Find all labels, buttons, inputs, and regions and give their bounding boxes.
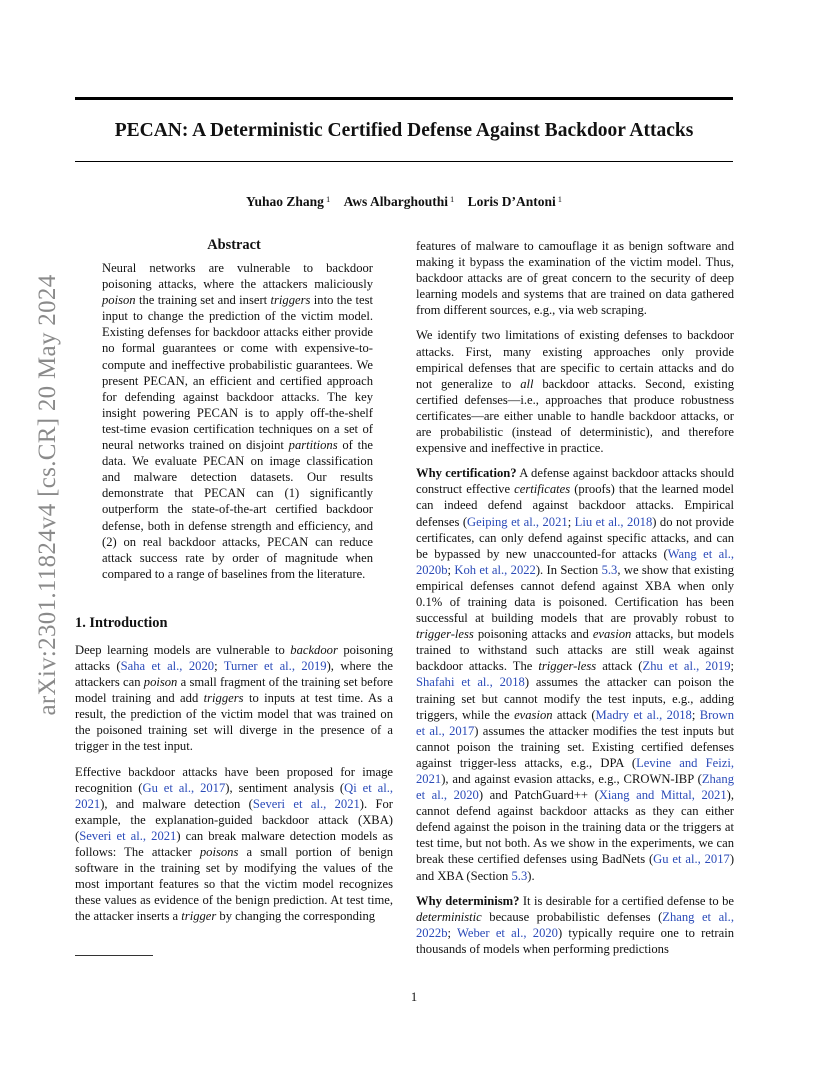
body-text: attack ( bbox=[596, 659, 643, 674]
emphasis-text: trigger-less bbox=[416, 627, 474, 642]
body-text: ; bbox=[691, 707, 700, 722]
emphasis-text: triggers bbox=[270, 293, 311, 308]
body-text: ; bbox=[447, 562, 455, 577]
body-text: features of malware to camouflage it as benign software and making it bypass the examination of the victim model. Thus, backdoor attacks are of great concern to the security of deep learning models and systems that are trained on data gathered from different sources, e.g., via web scraping. bbox=[416, 239, 734, 318]
body-text: ). In Section bbox=[535, 562, 602, 577]
body-text: poisoning attacks and bbox=[473, 627, 593, 642]
author-list bbox=[75, 190, 733, 211]
body-text: ; bbox=[730, 659, 734, 674]
emphasis-text: evasion bbox=[514, 707, 553, 722]
body-text: We identify two limitations of existing defenses to backdoor attacks. First, many existing approaches only provide empirical defenses that are specific to certain attacks and do not generalize to bbox=[416, 328, 734, 391]
why-certification-paragraph bbox=[416, 465, 734, 883]
title-bottom-rule bbox=[75, 161, 733, 162]
citation-link[interactable]: Severi et al., 2021 bbox=[79, 828, 177, 843]
emphasis-text: poison bbox=[102, 293, 136, 308]
body-text: ). bbox=[527, 868, 535, 883]
intro-paragraph-2 bbox=[75, 764, 393, 925]
paragraph-heading: Why certification? bbox=[416, 466, 517, 481]
body-text: attacks, but models trained to withstand such attacks are still weak against backdoor attacks. The bbox=[416, 627, 734, 674]
citation-link[interactable]: Wang et al., 2020b bbox=[416, 546, 734, 577]
arxiv-identifier: arXiv:2301.11824v4 [cs.CR] 20 May 2024 bbox=[34, 274, 61, 716]
body-text: ), cannot defend against backdoor attacks as they can either defend against the poison in the training data or the triggers at test time, but not both. As we show in the experiments, we can break these certified defenses using BadNets ( bbox=[416, 788, 734, 867]
body-text: ) assumes the attacker can poison the training set but cannot modify the test inputs, e.g., adding triggers, while the bbox=[416, 675, 735, 722]
body-text: ) can break malware detection models as follows: The attacker bbox=[75, 828, 393, 859]
emphasis-text: evasion bbox=[592, 627, 632, 642]
author-2 bbox=[344, 194, 455, 209]
emphasis-text: triggers bbox=[203, 691, 244, 706]
body-text: A defense against backdoor attacks should construct effective bbox=[416, 466, 735, 497]
body-text: the training set and insert bbox=[135, 293, 271, 308]
citation-link[interactable]: Koh et al., 2022 bbox=[454, 562, 536, 577]
left-column bbox=[75, 236, 393, 933]
why-determinism-paragraph bbox=[416, 893, 734, 957]
body-text: , we show that existing empirical defenses cannot defend against XBA when only 0.1% of training data is poisoned. Certification has been successful at building models that are provably robust to bbox=[416, 562, 735, 626]
citation-link[interactable]: Zhu et al., 2019 bbox=[642, 659, 731, 674]
body-text: ). For example, the explanation-guided backdoor attack (XBA) ( bbox=[75, 796, 393, 843]
citation-link[interactable]: Brown et al., 2017 bbox=[416, 707, 734, 738]
citation-link[interactable]: Madry et al., 2018 bbox=[595, 707, 692, 722]
citation-link[interactable]: Zhang et al., 2022b bbox=[416, 909, 734, 940]
body-text: ; bbox=[214, 658, 224, 673]
body-text: ) assumes the attacker modifies the test inputs but cannot poison the training set. Existing certified defenses against trigger-less attacks, e.g., DPA ( bbox=[416, 723, 734, 770]
body-text: poisoning attacks ( bbox=[75, 642, 393, 673]
body-text: Effective backdoor attacks have been proposed for image recognition ( bbox=[75, 764, 393, 795]
body-text: Neural networks are vulnerable to backdoor poisoning attacks, where the attackers maliciously bbox=[102, 261, 373, 292]
body-text: ; bbox=[567, 514, 575, 529]
body-text: a small fragment of the training set before model training and add bbox=[75, 675, 393, 706]
emphasis-text: certificates bbox=[514, 482, 571, 497]
author-name: Loris D’Antoni bbox=[467, 194, 556, 209]
introduction-heading: 1. Introduction bbox=[75, 614, 168, 631]
emphasis-text: trigger-less bbox=[538, 659, 597, 674]
affiliation-mark: 1 bbox=[449, 194, 455, 204]
body-text: ), sentiment analysis ( bbox=[225, 780, 345, 795]
body-text: to inputs at test time. As a result, the prediction of the victim model that was trained on the poisoned training set will diverge in the presence of a trigger in the test input. bbox=[75, 691, 393, 754]
emphasis-text: trigger bbox=[181, 909, 217, 924]
body-text: ), and against evasion attacks, e.g., CROWN-IBP ( bbox=[441, 772, 702, 786]
citation-link[interactable]: Qi et al., 2021 bbox=[75, 780, 393, 811]
citation-link[interactable]: Gu et al., 2017 bbox=[653, 852, 730, 867]
footnote-rule bbox=[75, 955, 153, 956]
affiliation-mark: 1 bbox=[557, 194, 562, 204]
paragraph-heading: Why determinism? bbox=[416, 893, 520, 908]
paper-title: PECAN: A Deterministic Certified Defense Against Backdoor Attacks bbox=[114, 120, 694, 141]
author-name: Aws Albarghouthi bbox=[343, 194, 448, 209]
citation-link[interactable]: Gu et al., 2017 bbox=[142, 780, 226, 795]
emphasis-text: backdoor bbox=[290, 642, 338, 657]
intro-paragraph-1 bbox=[75, 642, 393, 755]
right-column bbox=[416, 238, 734, 966]
body-text: ), where the attackers can bbox=[75, 658, 393, 690]
citation-link[interactable]: Liu et al., 2018 bbox=[574, 514, 653, 529]
emphasis-text: poison bbox=[143, 675, 178, 690]
right-paragraph-1 bbox=[416, 238, 734, 318]
body-text: backdoor attacks. Second, existing certified defenses—i.e., approaches that produce robustness certificates—are either unable to handle backdoor attacks, or are probabilistic (instead of deterministic), and therefore expensive and ineffective in practice. bbox=[416, 376, 734, 456]
citation-link[interactable]: Shafahi et al., 2018 bbox=[416, 675, 525, 690]
body-text: Deep learning models are vulnerable to bbox=[75, 642, 291, 657]
body-text: ) typically require one to retrain thousands of models when performing predictions bbox=[416, 925, 734, 956]
abstract-heading: Abstract bbox=[207, 237, 261, 253]
citation-link[interactable]: Geiping et al., 2021 bbox=[467, 514, 568, 529]
body-text: ) do not provide certificates, can only defend against specific attacks, and can be bypassed by new unaccounted-for attacks ( bbox=[416, 514, 735, 561]
body-text: attack ( bbox=[552, 707, 596, 722]
citation-link[interactable]: Turner et al., 2019 bbox=[223, 658, 327, 673]
right-paragraph-2 bbox=[416, 327, 734, 456]
citation-link[interactable]: 5.3 bbox=[511, 868, 528, 883]
title-top-rule bbox=[75, 97, 733, 100]
citation-link[interactable]: Severi et al., 2021 bbox=[252, 796, 360, 811]
author-name: Yuhao Zhang bbox=[246, 194, 324, 209]
author-3 bbox=[468, 194, 562, 209]
body-text: because probabilistic defenses ( bbox=[481, 909, 663, 924]
citation-link[interactable]: Weber et al., 2020 bbox=[457, 925, 558, 940]
body-text: by changing the corresponding bbox=[216, 909, 376, 924]
body-text: (proofs) that the learned model can indeed defend against backdoor attacks. Empirical defenses ( bbox=[416, 482, 734, 529]
emphasis-text: all bbox=[520, 376, 534, 391]
emphasis-text: deterministic bbox=[416, 909, 482, 924]
citation-link[interactable]: 5.3 bbox=[601, 562, 618, 577]
body-text: of the data. We evaluate PECAN on image classification and malware detection datasets. Our results demonstrate that PECAN can (1) significantly outperform the state-of-the-art certified backdoor defense, both in defense strength and efficiency, and (2) on real backdoor attacks, PECAN can reduce attack success rate by order of magnitude when compared to a range of baselines from the literature. bbox=[102, 438, 373, 581]
abstract-body bbox=[75, 260, 393, 582]
emphasis-text: partitions bbox=[288, 438, 338, 453]
body-text: ), and malware detection ( bbox=[100, 796, 253, 811]
page-number: 1 bbox=[410, 990, 418, 1004]
citation-link[interactable]: Xiang and Mittal, 2021 bbox=[598, 788, 727, 803]
citation-link[interactable]: Levine and Feizi, 2021 bbox=[416, 755, 735, 786]
body-text: It is desirable for a certified defense to be bbox=[519, 893, 734, 908]
emphasis-text: poisons bbox=[199, 845, 239, 859]
body-text: into the test input to change the prediction of the victim model. Existing defenses for backdoor attacks either provide no formal guarantees or come with expensive-to-compute and ineffective probabilistic guarantees. We present PECAN, an efficient and certified approach for defending against backdoor attacks. The key insight powering PECAN is to apply off-the-shelf test-time evasion certification techniques on a set of neural networks trained on disjoint bbox=[102, 293, 373, 453]
affiliation-mark: 1 bbox=[325, 194, 331, 204]
citation-link[interactable]: Saha et al., 2020 bbox=[120, 658, 215, 673]
author-1 bbox=[246, 194, 330, 209]
body-text: ) and PatchGuard++ ( bbox=[478, 788, 599, 803]
body-text: a small portion of benign software in the training set by modifying the values of the most important features so that the victim model recognizes these values as evidence of the benign prediction. At test time, the attacker inserts a bbox=[75, 845, 393, 924]
body-text: ; bbox=[447, 925, 458, 940]
body-text: ) and XBA (Section bbox=[416, 852, 735, 883]
citation-link[interactable]: Zhang et al., 2020 bbox=[416, 772, 734, 803]
